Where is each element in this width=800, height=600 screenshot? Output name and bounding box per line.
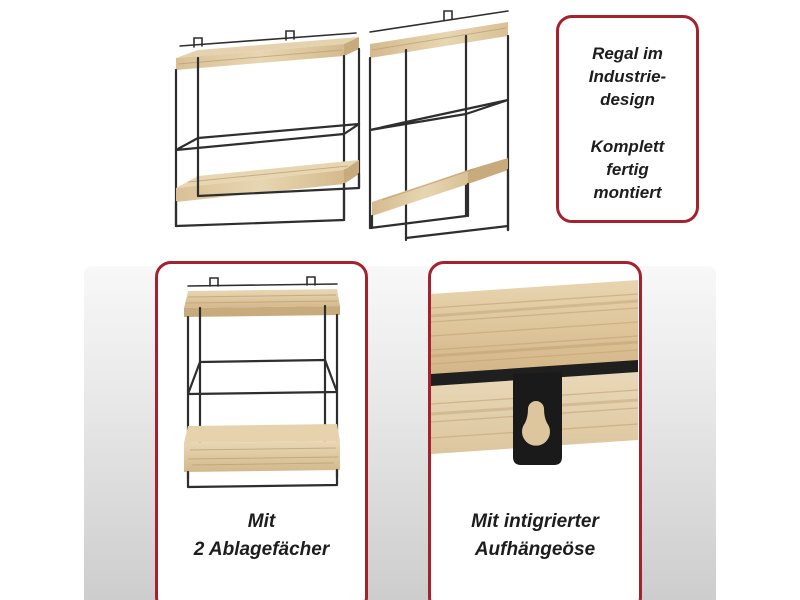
shelf-front-view-photo <box>158 0 373 240</box>
caption-line: Mit <box>247 511 276 532</box>
info-line: Industrie- <box>588 67 667 86</box>
top-wood-shelf <box>184 289 340 317</box>
info-gap <box>559 111 696 135</box>
caption-line: Mit intigrierter <box>471 511 599 532</box>
caption-line: 2 Ablagefächer <box>193 539 330 560</box>
top-wood-shelf <box>370 22 508 58</box>
caption-hanger <box>431 508 639 564</box>
caption-shelves <box>158 508 365 564</box>
shelf-two-tier-illustration <box>180 274 345 500</box>
top-wood-shelf <box>176 37 359 70</box>
info-line: design <box>600 90 655 109</box>
info-box <box>556 15 699 223</box>
info-line: fertig <box>606 160 649 179</box>
info-line: Komplett <box>590 137 665 156</box>
bottom-wood-shelf <box>184 424 340 472</box>
shelf-angled-view-photo <box>358 0 523 245</box>
info-line: Regal im <box>592 44 663 63</box>
bottom-wood-shelf <box>372 158 508 216</box>
hanger-closeup-photo <box>431 264 638 476</box>
hanger-closeup-illustration <box>431 264 638 476</box>
info-line: montiert <box>593 183 662 202</box>
feature-box-shelves <box>155 261 368 600</box>
caption-line: Aufhängeöse <box>474 539 596 560</box>
info-text <box>559 42 696 204</box>
feature-box-hanger <box>428 261 642 600</box>
keyhole-bracket <box>513 372 562 465</box>
